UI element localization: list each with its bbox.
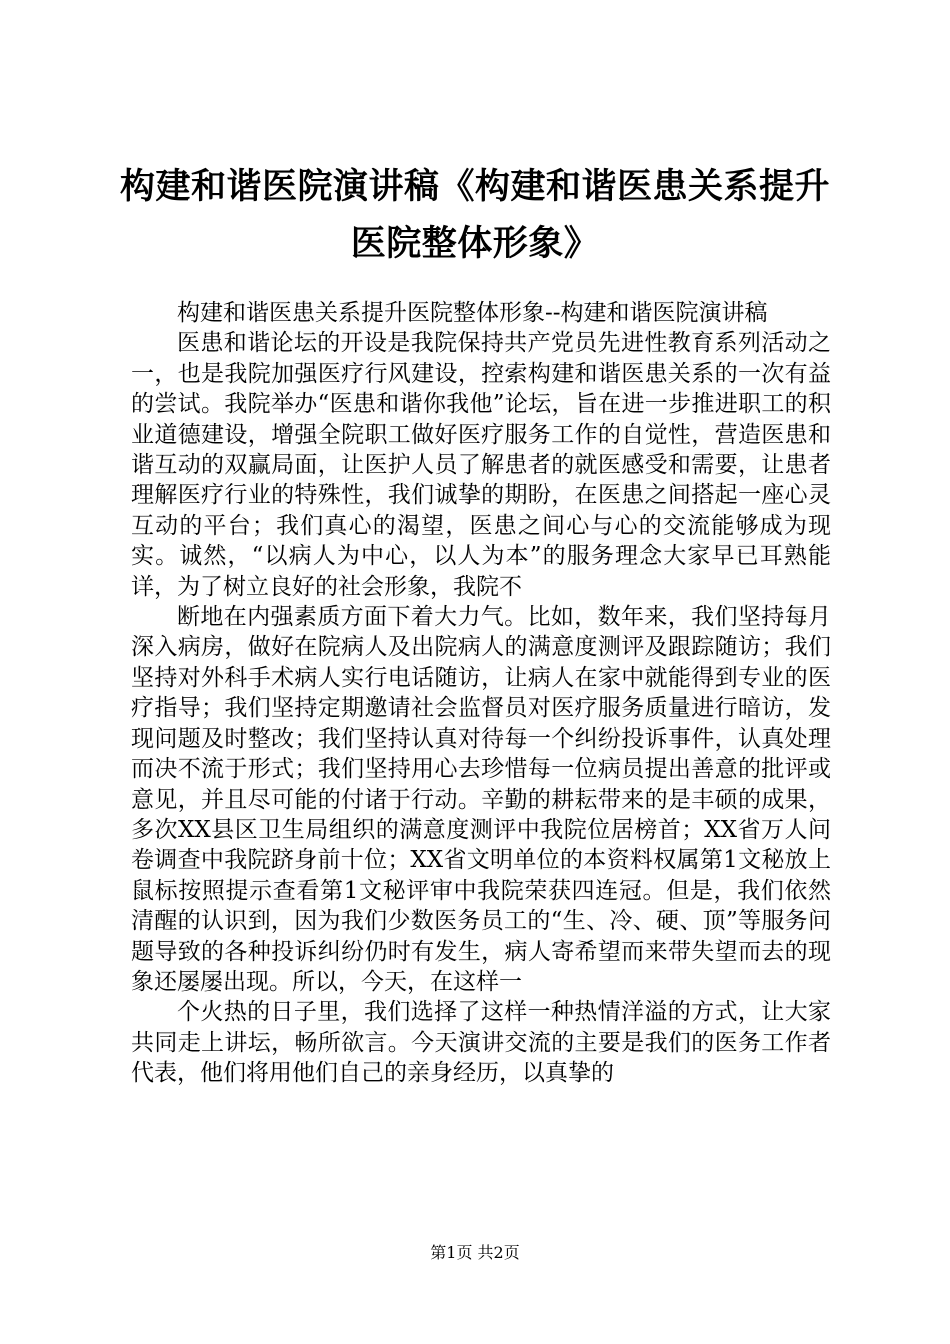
page-number: 第1页 共2页 (430, 1243, 520, 1262)
document-title (110, 158, 840, 272)
body-paragraph-1: 医患和谐论坛的开设是我院保持共产党员先进性教育系列活动之一，也是我院加强医疗行风建设，控索构建和谐医患关系的一次有益的尝试。我院举办“医患和谐你我他”论坛，旨在进一步推进职工的积业道德建设，增强全院职工做好医疗服务工作的自觉性，营造医患和谐互动的双赢局面，让医护人员了解患者的就医感受和需要，让患者理解医疗行业的特殊性，我们诚挚的期盼，在医患之间搭起一座心灵互动的平台；我们真心的渴望，医患之间心与心的交流能够成为现实。诚然，“以病人为中心，以人为本”的服务理念大家早已耳熟能详，为了树立良好的社会形象，我院不 (131, 330, 831, 600)
body-paragraph-2: 断地在内强素质方面下着大力气。比如，数年来，我们坚持每月深入病房，做好在院病人及出院病人的满意度测评及跟踪随访；我们坚持对外科手术病人实行电话随访，让病人在家中就能得到专业的医疗指导；我们坚持定期邀请社会监督员对医疗服务质量进行暗访，发现问题及时整改；我们坚持认真对待每一个纠纷投诉事件，认真处理而决不流于形式；我们坚持用心去珍惜每一位病员提出善意的批评或意见，并且尽可能的付诸于行动。辛勤的耕耘带来的是丰硕的成果，多次XX县区卫生局组织的满意度测评中我院位居榜首；XX省万人问卷调查中我院跻身前十位；XX省文明单位的本资料权属第1文秘放上鼠标按照提示查看第1文秘评审中我院荣获四连冠。但是，我们依然清醒的认识到，因为我们少数医务员工的“生、冷、硬、顶”等服务问题导致的各种投诉纠纷仍时有发生，病人寄希望而来带失望而去的现象还屡屡出现。所以，今天，在这样一 (131, 604, 831, 995)
document-body (131, 298, 831, 1089)
title-line-1: 构建和谐医院演讲稿《构建和谐医患关系提升 (119, 166, 830, 207)
body-paragraph-3: 个火热的日子里，我们选择了这样一种热情洋溢的方式，让大家共同走上讲坛，畅所欲言。今天演讲交流的主要是我们的医务工作者代表，他们将用他们自己的亲身经历，以真挚的 (131, 999, 831, 1087)
subtitle-paragraph: 构建和谐医患关系提升医院整体形象--构建和谐医院演讲稿 (177, 300, 768, 326)
page-footer (0, 1243, 950, 1263)
title-line-2: 医院整体形象》 (350, 223, 600, 264)
